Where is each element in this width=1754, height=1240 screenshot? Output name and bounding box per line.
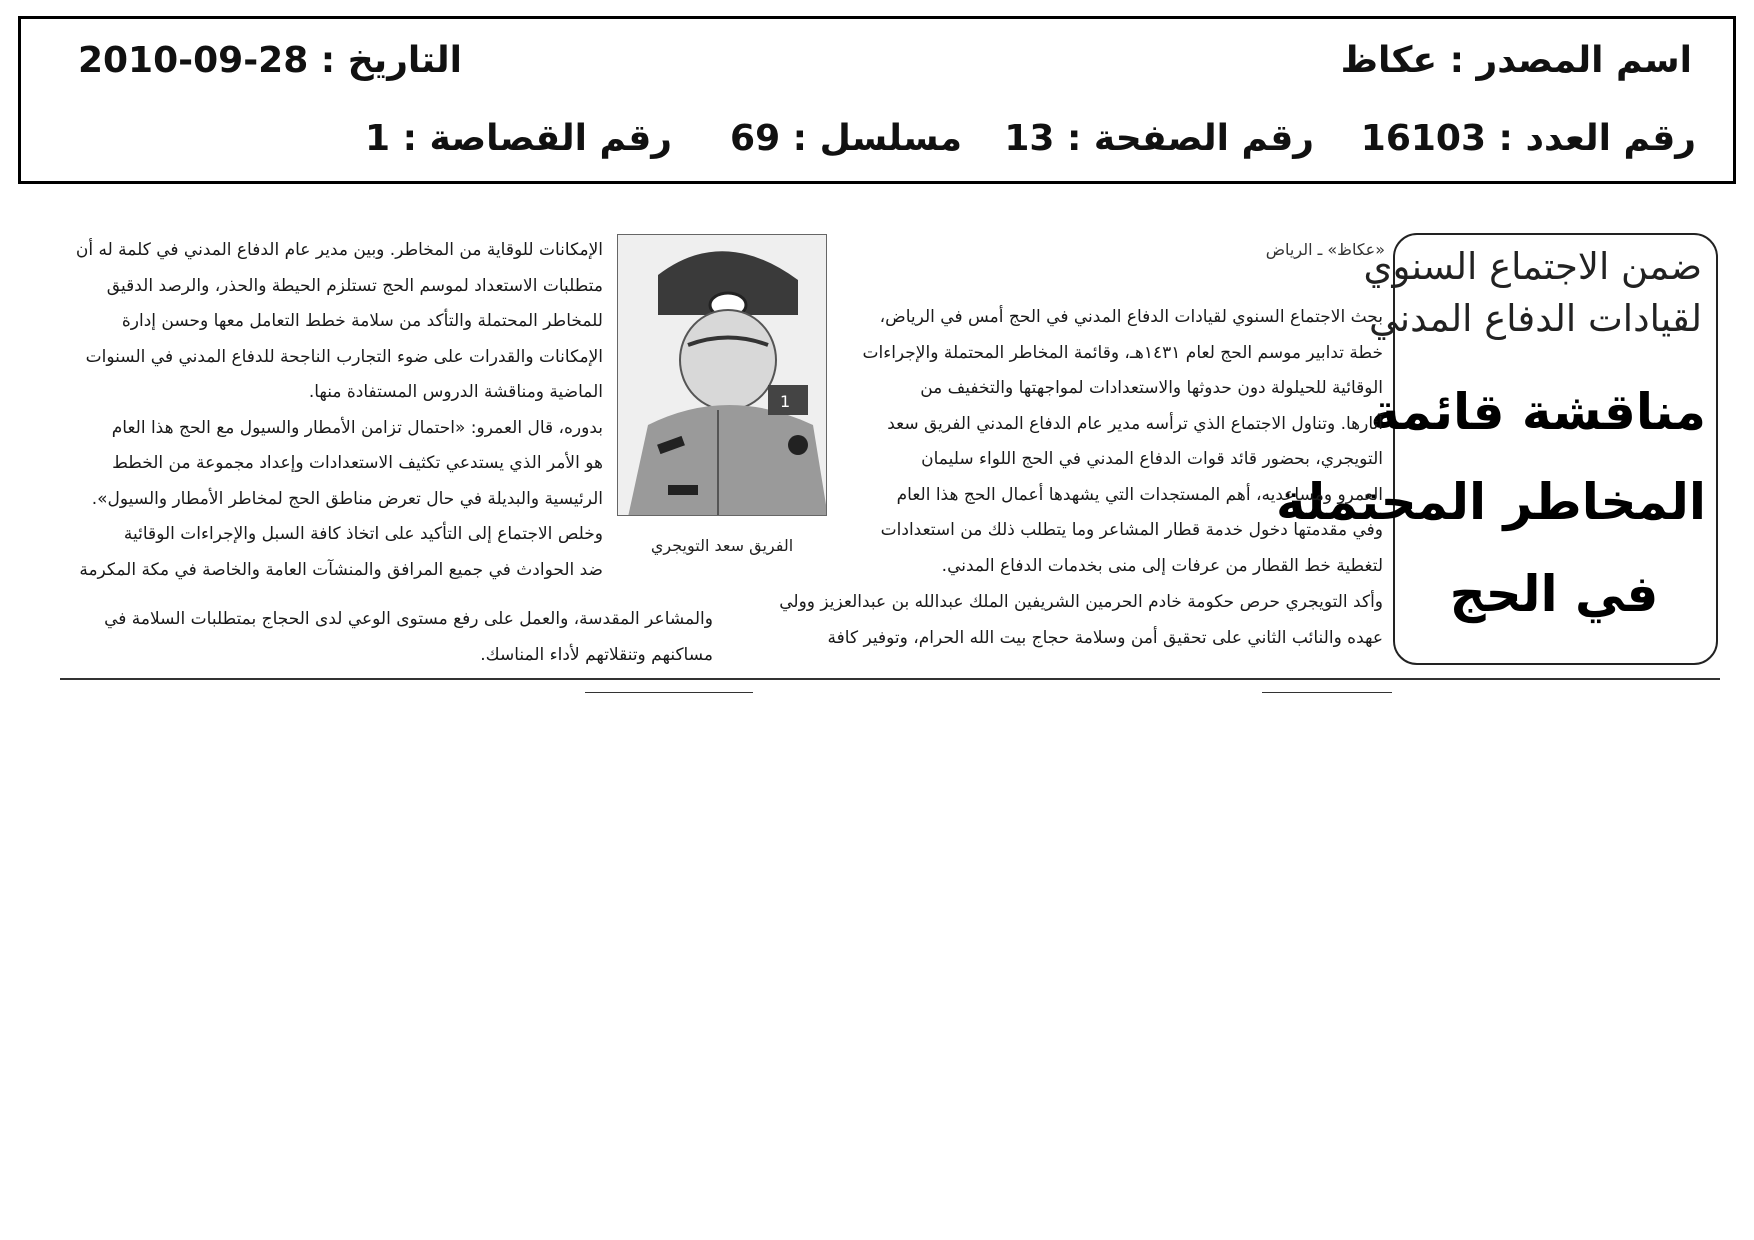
article-body-column-2 — [58, 233, 603, 588]
body-line: للمخاطر المحتملة والتأكد من سلامة خطط التعامل معها وحسن إدارة — [121, 311, 603, 331]
svg-text:1: 1 — [780, 392, 791, 411]
bottom-divider-short-left — [585, 692, 753, 693]
body-line: الرئيسية والبديلة في حال تعرض مناطق الحج لمخاطر الأمطار والسيول». — [91, 488, 603, 509]
serial-label: مسلسل : 69 — [730, 118, 962, 159]
body-line: ضد الحوادث في جميع المرافق والمنشآت العامة والخاصة في مكة المكرمة — [79, 559, 603, 580]
article-body-column-2-continuation — [58, 602, 713, 673]
headline-line-2: المخاطر المحتملة — [1276, 473, 1706, 531]
body-line: العمرو ومساعديه، أهم المستجدات التي يشهدها أعمال الحج هذا العام — [896, 484, 1383, 505]
body-line: الإمكانات والقدرات على ضوء التجارب الناجحة للدفاع المدني في السنوات — [85, 346, 603, 367]
kicker-line-2: لقيادات الدفاع المدني — [1368, 297, 1702, 340]
bottom-divider — [60, 678, 1720, 680]
date-label: التاريخ : 28-09-2010 — [77, 40, 462, 81]
body-line: وخلص الاجتماع إلى التأكيد على اتخاذ كافة السبل والإجراءات الوقائية — [123, 524, 603, 544]
portrait-photo-image — [618, 235, 827, 516]
body-line: هو الأمر الذي يستدعي تكثيف الاستعدادات وإعداد مجموعة من الخطط — [112, 453, 603, 473]
body-line: عهده والنائب الثاني على تحقيق أمن وسلامة حجاج بيت الله الحرام، وتوفير كافة — [827, 627, 1383, 648]
body-line: الوقائية للحيلولة دون حدوثها والاستعدادات لمواجهتها والتخفيف من — [920, 378, 1383, 398]
body-line: والمشاعر المقدسة، والعمل على رفع مستوى الوعي لدى الحجاج بمتطلبات السلامة في — [104, 609, 713, 629]
issue-number-label: رقم العدد : 16103 — [1360, 118, 1696, 159]
body-line: لتغطية خط القطار من عرفات إلى منى بخدمات الدفاع المدني. — [941, 555, 1383, 576]
body-line: آثارها. وتناول الاجتماع الذي ترأسه مدير عام الدفاع المدني الفريق سعد — [887, 413, 1383, 434]
headline-line-1: مناقشة قائمة — [1370, 383, 1706, 441]
body-line: خطة تدابير موسم الحج لعام ١٤٣١هـ، وقائمة المخاطر المحتملة والإجراءات — [862, 342, 1383, 363]
byline: «عكاظ» ـ الرياض — [1265, 240, 1385, 259]
clipping-number-label: رقم القصاصة : 1 — [365, 118, 672, 159]
source-label: اسم المصدر : عكاظ — [1340, 40, 1692, 81]
body-line: الماضية ومناقشة الدروس المستفادة منها. — [308, 382, 603, 402]
body-line: بحث الاجتماع السنوي لقيادات الدفاع المدني في الحج أمس في الرياض، — [879, 307, 1383, 327]
article-body-column-1 — [840, 300, 1383, 584]
photo-caption: الفريق سعد التويجري — [650, 536, 794, 555]
page-number-label: رقم الصفحة : 13 — [1004, 118, 1314, 159]
body-line: وأكد التويجري حرص حكومة خادم الحرمين الشريفين الملك عبدالله بن عبدالعزيز وولي — [779, 592, 1383, 612]
article-body-continuation — [728, 585, 1383, 656]
kicker-line-1: ضمن الاجتماع السنوي — [1363, 245, 1702, 288]
body-line: بدوره، قال العمرو: «احتمال تزامن الأمطار والسيول مع الحج هذا العام — [111, 417, 603, 438]
body-line: الإمكانات للوقاية من المخاطر. وبين مدير عام الدفاع المدني في كلمة له أن — [75, 240, 603, 260]
headline-line-3: في الحج — [1449, 565, 1659, 623]
body-line: التويجري، بحضور قائد قوات الدفاع المدني في الحج اللواء سليمان — [921, 449, 1383, 469]
body-line: وفي مقدمتها دخول خدمة قطار المشاعر وما يتطلب ذلك من استعدادات — [880, 520, 1383, 540]
body-line: متطلبات الاستعداد لموسم الحج تستلزم الحيطة والحذر، والرصد الدقيق — [106, 275, 603, 296]
portrait-photo — [617, 234, 827, 516]
bottom-divider-short-right — [1262, 692, 1392, 693]
body-line: مساكنهم وتنقلاتهم لأداء المناسك. — [480, 644, 713, 665]
